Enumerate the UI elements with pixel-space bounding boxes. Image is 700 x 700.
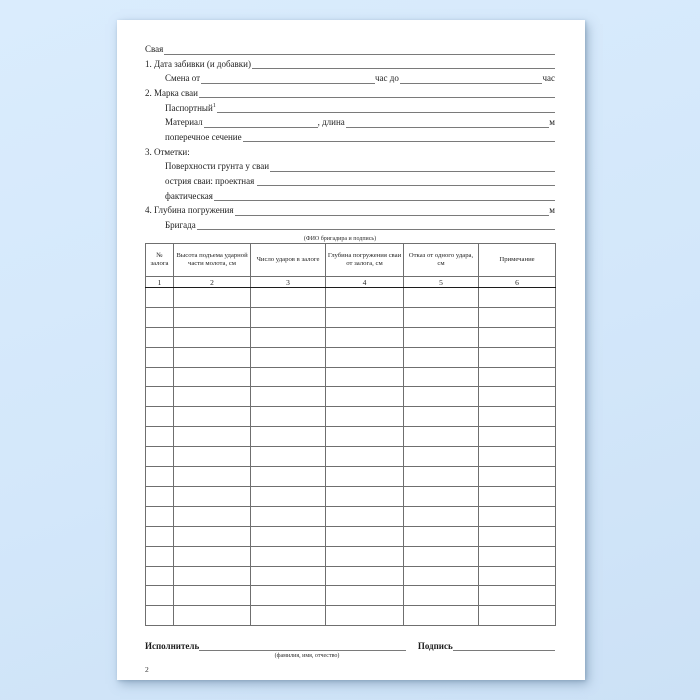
form-line-pile [145,45,555,60]
empty-cell [146,447,174,467]
table-row [146,566,556,586]
empty-cell [479,427,556,447]
empty-cell [404,427,479,447]
footnote-mark: 1 [212,102,216,109]
table-row [146,387,556,407]
table-row [146,347,556,367]
column-number-5: 5 [404,277,479,288]
driving-date-blank-line [252,60,555,70]
empty-cell [326,307,404,327]
form-line-pile-mark [145,89,555,104]
table-row [146,367,556,387]
pile-mark-blank-line [199,89,555,99]
form-line-brigade [145,221,555,236]
empty-cell [251,467,326,487]
form-line-penetration-depth [145,206,555,221]
empty-cell [479,347,556,367]
empty-cell [326,347,404,367]
meters-label: м [549,117,555,128]
log-table [145,243,556,626]
page-content [117,20,585,674]
empty-cell [404,506,479,526]
brigade-blank-line [197,221,555,231]
pile-tip-actual-blank-line [214,192,555,202]
empty-cell [479,447,556,467]
empty-cell [251,447,326,467]
empty-cell [251,327,326,347]
column-number-2: 2 [174,277,251,288]
form-line-passport [145,104,555,119]
executor-label: Исполнитель [145,641,200,652]
table-row [146,327,556,347]
empty-cell [174,467,251,487]
empty-cell [251,526,326,546]
form-line-cross-section [145,133,555,148]
empty-cell [251,407,326,427]
empty-cell [174,447,251,467]
empty-cell [479,327,556,347]
depth-meters-label: м [549,205,555,216]
signature-blank-line [453,641,555,651]
empty-cell [326,427,404,447]
empty-cell [146,526,174,546]
shift-from-label: Смена от [165,73,201,84]
empty-cell [146,427,174,447]
driving-date-label: 1. Дата забивки (и добавки) [145,58,251,69]
empty-cell [404,327,479,347]
empty-cell [251,347,326,367]
length-label: , длина [317,117,345,128]
material-blank-line [204,118,318,128]
table-row [146,606,556,626]
column-header-3: Число ударов в залоге [251,244,326,277]
empty-cell [174,526,251,546]
empty-cell [251,586,326,606]
brigade-label: Бригада [165,219,196,230]
cross-section-blank-line [243,133,555,143]
brigade-caption: (ФИО бригадира и подпись) [303,235,377,242]
empty-cell [251,606,326,626]
form-line-driving-date [145,60,555,75]
empty-cell [404,307,479,327]
column-header-6: Примечание [479,244,556,277]
log-table-head [146,244,556,288]
empty-cell [326,447,404,467]
column-number-3: 3 [251,277,326,288]
form-line-pile-tip-design [145,177,555,192]
empty-cell [251,367,326,387]
empty-cell [326,288,404,308]
empty-cell [174,586,251,606]
passport-label: Паспортный$^1$ [165,102,216,113]
empty-cell [404,387,479,407]
table-row [146,586,556,606]
empty-cell [146,566,174,586]
empty-cell [146,367,174,387]
empty-cell [326,367,404,387]
empty-cell [404,606,479,626]
length-blank-line [346,118,550,128]
pile-blank-line [164,45,555,55]
material-label: Материал [165,117,203,128]
table-row [146,447,556,467]
empty-cell [404,526,479,546]
pile-label: Свая [145,44,164,54]
empty-cell [404,467,479,487]
empty-cell [174,606,251,626]
column-number-row [146,277,556,288]
empty-cell [146,486,174,506]
shift-hour-label: час [542,73,555,84]
empty-cell [326,506,404,526]
empty-cell [174,307,251,327]
empty-cell [479,467,556,487]
empty-cell [326,387,404,407]
empty-cell [404,347,479,367]
penetration-depth-blank-line [235,206,550,216]
table-row [146,427,556,447]
empty-cell [251,387,326,407]
table-row [146,407,556,427]
empty-cell [174,367,251,387]
empty-cell [326,407,404,427]
pile-tip-design-blank-line [257,177,555,187]
empty-cell [146,347,174,367]
empty-cell [146,387,174,407]
empty-cell [404,486,479,506]
column-number-6: 6 [479,277,556,288]
table-row [146,506,556,526]
empty-cell [146,288,174,308]
empty-cell [174,347,251,367]
signature-label: Подпись [417,641,453,652]
form-line-marks [145,148,555,163]
empty-cell [326,566,404,586]
cross-section-label: поперечное сечение [165,131,242,142]
column-number-1: 1 [146,277,174,288]
empty-cell [251,288,326,308]
empty-cell [251,566,326,586]
empty-cell [479,387,556,407]
table-row [146,486,556,506]
form-line-ground-surface [145,162,555,177]
column-header-4: Глубина погружения сваи от залога, см [326,244,404,277]
empty-cell [251,486,326,506]
empty-cell [174,486,251,506]
empty-cell [146,467,174,487]
pile-mark-label: 2. Марка сваи [145,87,198,98]
empty-cell [404,288,479,308]
empty-cell [479,586,556,606]
ground-surface-blank-line [270,162,555,172]
empty-cell [404,407,479,427]
page-number: 2 [145,665,149,675]
empty-cell [174,327,251,347]
empty-cell [479,606,556,626]
empty-cell [251,307,326,327]
empty-cell [404,586,479,606]
empty-cell [479,506,556,526]
column-header-1: № залога [146,244,174,277]
passport-blank-line [217,104,555,114]
executor-blank-line [199,641,406,651]
empty-cell [174,427,251,447]
empty-cell [404,546,479,566]
empty-cell [479,486,556,506]
empty-cell [251,427,326,447]
empty-cell [479,307,556,327]
shift-to-blank-line [400,74,543,84]
empty-cell [146,586,174,606]
empty-cell [174,387,251,407]
empty-cell [479,546,556,566]
empty-cell [326,606,404,626]
empty-cell [479,566,556,586]
empty-cell [479,526,556,546]
log-table-body [146,288,556,626]
empty-cell [251,546,326,566]
empty-cell [326,467,404,487]
executor-caption: (фамилия, имя, отчество) [274,653,340,660]
empty-cell [174,407,251,427]
table-row [146,467,556,487]
shift-from-blank-line [201,74,375,84]
header-row [146,244,556,277]
empty-cell [404,367,479,387]
pile-tip-actual-label: фактическая [165,190,213,201]
ground-surface-label: Поверхности грунта у сваи [165,161,270,172]
empty-cell [326,327,404,347]
footer-signature-block [145,640,555,651]
empty-cell [404,447,479,467]
column-number-4: 4 [326,277,404,288]
column-header-5: Отказ от одного удара, см [404,244,479,277]
shift-to-label: час до [375,73,399,84]
empty-cell [146,606,174,626]
empty-cell [326,586,404,606]
empty-cell [174,566,251,586]
empty-cell [146,506,174,526]
pile-driving-log-page [117,20,585,680]
empty-cell [479,288,556,308]
marks-label: 3. Отметки: [145,146,190,157]
empty-cell [479,407,556,427]
table-row [146,288,556,308]
empty-cell [146,407,174,427]
empty-cell [146,327,174,347]
penetration-depth-label: 4. Глубина погружения [145,205,234,216]
empty-cell [174,506,251,526]
column-header-2: Высота подъема ударной части молота, см [174,244,251,277]
form-line-material [145,118,555,133]
empty-cell [479,367,556,387]
empty-cell [146,546,174,566]
empty-cell [174,288,251,308]
empty-cell [404,566,479,586]
empty-cell [174,546,251,566]
table-row [146,546,556,566]
empty-cell [251,506,326,526]
table-row [146,307,556,327]
table-row [146,526,556,546]
empty-cell [326,546,404,566]
empty-cell [326,526,404,546]
form-line-pile-tip-actual [145,192,555,207]
form-line-shift [145,74,555,89]
empty-cell [146,307,174,327]
empty-cell [326,486,404,506]
pile-tip-design-label: острия сваи: проектная [165,175,257,186]
